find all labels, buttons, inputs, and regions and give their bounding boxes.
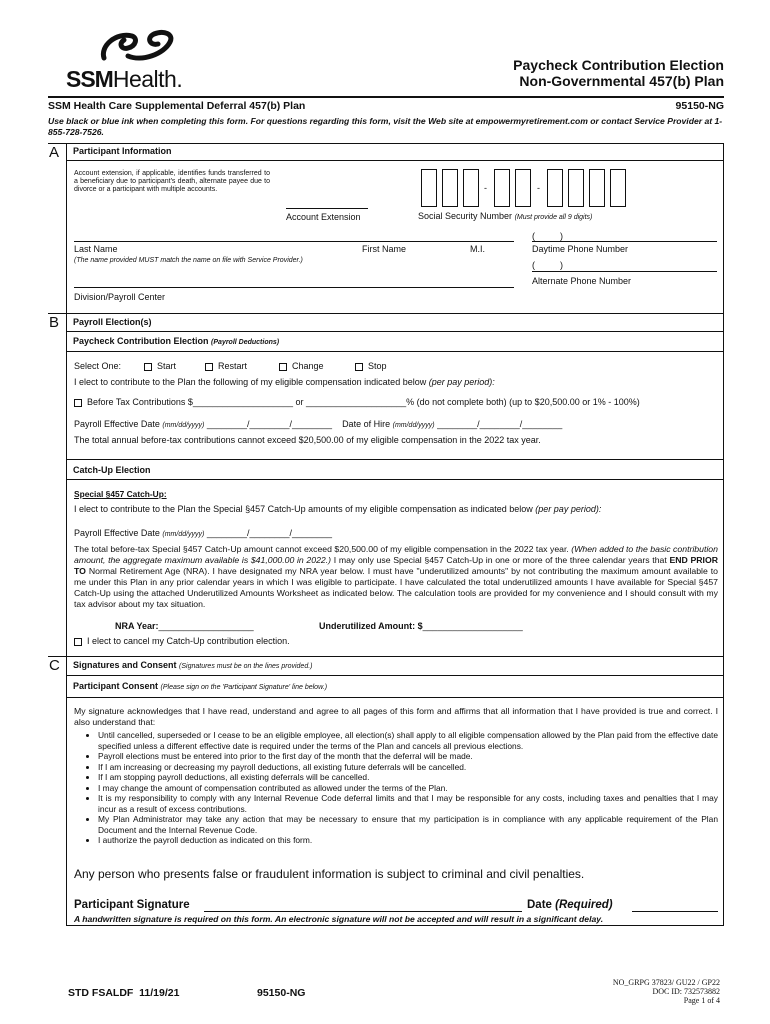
plan-number: 95150-NG <box>675 100 724 112</box>
alternate-phone-label: Alternate Phone Number <box>532 276 632 286</box>
section-b-top <box>48 313 724 314</box>
date-required-note: (Required) <box>555 899 613 911</box>
ssn-digit-4[interactable] <box>494 169 510 207</box>
payroll-effective-label: Payroll Effective Date <box>74 419 160 429</box>
consent-intro: My signature acknowledges that I have read, understand and agree to all pages of this form and affirms that all information that I have provided is true and correct. I also understand that: <box>74 706 718 727</box>
frame-left <box>66 143 67 925</box>
ssn-digit-5[interactable] <box>515 169 531 207</box>
catchup-title-rule <box>66 479 724 480</box>
ssn-dash-1: - <box>484 183 487 193</box>
date-of-hire-fmt: (mm/dd/yyyy) <box>392 422 435 429</box>
ssm-logo <box>66 28 216 94</box>
account-extension-note: Account extension, if applicable, identifies funds transferred to a beneficiary due to participant's death, alternate payee due to divorce or a participant with multiple accounts. <box>74 170 270 193</box>
list-item: • Until cancelled, superseded or I cease to be an eligible employee, all election(s) shall apply to all eligible compensation allowed by the Plan paid from the effective date specified unless a different effective date is required under the terms of the Plan and cancels all previous elections. <box>98 730 718 751</box>
before-tax-row[interactable] <box>74 397 640 408</box>
footer-form-id: STD FSALDF 11/19/21 <box>68 987 180 999</box>
ssn-digit-6[interactable] <box>547 169 563 207</box>
plan-name: SSM Health Care Supplemental Deferral 457(b) Plan <box>48 100 306 112</box>
option-stop[interactable] <box>355 361 387 372</box>
catchup-para-c: I may only use Special §457 Catch-Up in one or more of the three calendar years that <box>333 555 667 565</box>
section-c-letter: C <box>49 657 60 674</box>
paycheck-election-title <box>73 336 279 347</box>
nra-year-label: NRA Year: <box>115 621 159 631</box>
section-a-title-rule <box>66 160 724 161</box>
ssn-digit-8[interactable] <box>589 169 605 207</box>
frame-bottom <box>66 925 724 926</box>
payroll-effective-fmt: (mm/dd/yyyy) <box>162 422 205 429</box>
handwritten-note: A handwritten signature is required on this form. An electronic signature will not be accepted and will result in a significant delay. <box>74 914 604 924</box>
underutilized-label: Underutilized Amount: $ <box>319 621 423 631</box>
ssn-dash-2: - <box>537 183 540 193</box>
footer-ref-block <box>613 978 720 1005</box>
section-c-title-rule <box>66 675 724 676</box>
elect-text-note: (per pay period): <box>428 377 495 387</box>
paycheck-election-rule <box>66 351 724 352</box>
date-of-hire-blanks[interactable]: ________/________/________ <box>437 419 563 429</box>
annual-limit-text: The total annual before-tax contributions cannot exceed $20,500.00 of my eligible compensation in the 2022 tax year. <box>74 435 541 445</box>
ssn-digit-9[interactable] <box>610 169 626 207</box>
special-catchup-title: Special §457 Catch-Up: <box>74 489 167 499</box>
footer-ref-2: DOC ID: 732573882 <box>652 987 720 996</box>
mi-label: M.I. <box>470 244 485 254</box>
option-start[interactable] <box>144 361 176 372</box>
form-instructions: Use black or blue ink when completing this form. For questions regarding this form, visit the Web site at empowermyretirement.com or contact Service Provider at 1-855-728-7526. <box>48 116 723 137</box>
list-item: • I authorize the payroll deduction as indicated on this form. <box>98 835 718 846</box>
list-item: • If I am increasing or decreasing my payroll deductions, all existing future deferrals will be cancelled. <box>98 762 718 773</box>
option-change[interactable] <box>279 361 324 372</box>
catchup-para-d: END PRIOR TO <box>74 555 718 576</box>
select-one-label: Select One: <box>74 361 122 371</box>
underutilized-row <box>319 621 523 632</box>
list-item: • If I am stopping payroll deductions, all existing deferrals will be cancelled. <box>98 772 718 783</box>
special-catchup-text-main: I elect to contribute to the Plan the Special §457 Catch-Up amounts of my eligible compensation as indicated below <box>74 504 533 514</box>
restart-checkbox[interactable] <box>205 363 213 371</box>
list-item: • I may change the amount of compensation contributed as allowed under the terms of the Plan. <box>98 783 718 794</box>
option-change-label: Change <box>292 361 324 371</box>
ssn-label-text: Social Security Number <box>418 211 513 221</box>
underutilized-field[interactable]: ____________________ <box>422 621 523 631</box>
elect-text-main: I elect to contribute to the Plan the following of my eligible compensation indicated below <box>74 377 427 387</box>
special-catchup-note: (per pay period): <box>535 504 602 514</box>
before-tax-checkbox[interactable] <box>74 399 82 407</box>
date-of-hire-label: Date of Hire <box>342 419 391 429</box>
daytime-phone-label: Daytime Phone Number <box>532 244 629 254</box>
consent-bullets <box>86 730 718 846</box>
date-field[interactable] <box>632 911 718 912</box>
division-field[interactable] <box>74 287 514 288</box>
payroll-effective-blanks[interactable]: ________/________/________ <box>206 419 333 429</box>
stop-checkbox[interactable] <box>355 363 363 371</box>
paycheck-election-title-note: (Payroll Deductions) <box>211 339 280 346</box>
last-name-label: Last Name <box>74 244 118 254</box>
cancel-catchup-row[interactable] <box>74 636 290 647</box>
catchup-effective-label: Payroll Effective Date <box>74 528 160 538</box>
section-b-letter: B <box>49 314 60 331</box>
form-title-line2: Non-Governmental 457(b) Plan <box>519 73 724 89</box>
change-checkbox[interactable] <box>279 363 287 371</box>
alternate-phone-field[interactable] <box>532 271 717 272</box>
footer-page-number: Page 1 of 4 <box>683 996 720 1005</box>
special-catchup-text <box>74 504 601 515</box>
account-extension-field[interactable] <box>286 208 368 209</box>
date-required-text: Date <box>527 899 552 911</box>
catchup-para-e: Normal Retirement Age (NRA). I have designated my NRA year below. I must have "underutilized amounts" by not contributing the maximum amount available to me under this Plan in any prior calendar years in which I was eligible to participate. I have calculated the total underutilized amounts I have available for Special §457 Catch-Up using the attached Underutilized Amounts Worksheet as indicated below. The calculation tools are provided for my convenience and I should consult with my tax advisor about my tax situation. <box>74 566 718 609</box>
section-a-letter: A <box>49 144 60 161</box>
ssn-digit-2[interactable] <box>442 169 458 207</box>
footer-ref-1: NO_GRPG 37823/ GU22 / GP22 <box>612 978 720 987</box>
date-required-label <box>527 898 613 912</box>
footer-plan-number: 95150-NG <box>257 987 306 999</box>
before-tax-label: Before Tax Contributions $____________________ or ____________________% (do not complete both) (up to $20,500.00 or 1% - 100%) <box>87 397 640 407</box>
option-start-label: Start <box>157 361 177 371</box>
catchup-paragraph <box>74 544 718 610</box>
section-b-title: Payroll Election(s) <box>73 317 152 327</box>
daytime-phone-paren: ( ) <box>532 231 563 241</box>
option-stop-label: Stop <box>368 361 387 371</box>
division-label: Division/Payroll Center <box>74 292 166 302</box>
option-restart-label: Restart <box>218 361 248 371</box>
nra-year-field[interactable]: ___________________ <box>158 621 254 631</box>
section-a-top <box>48 143 724 144</box>
option-restart[interactable] <box>205 361 247 372</box>
section-c-title <box>73 660 313 671</box>
consent-title-rule <box>66 697 724 698</box>
paycheck-election-title-text: Paycheck Contribution Election <box>73 336 209 346</box>
brand-bold: SSM <box>66 66 113 92</box>
cancel-catchup-checkbox[interactable] <box>74 638 82 646</box>
catchup-para-a: The total before-tax Special §457 Catch-Up amount cannot exceed $20,500.00 of my eligible compensation in the 2022 tax year. <box>74 544 569 554</box>
ssn-digit-3[interactable] <box>463 169 479 207</box>
signature-field[interactable] <box>204 911 522 912</box>
ssn-digit-1[interactable] <box>421 169 437 207</box>
elect-text <box>74 377 495 388</box>
section-a-title: Participant Information <box>73 146 172 156</box>
payroll-effective-row <box>74 419 562 430</box>
start-checkbox[interactable] <box>144 363 152 371</box>
section-c-title-text: Signatures and Consent <box>73 660 177 670</box>
catchup-para-b: (When added to the basic contribution amount, the aggregate maximum available is $41,000.00 in 2022.) <box>74 544 718 565</box>
signature-label: Participant Signature <box>74 899 190 911</box>
catchup-effective-fmt: (mm/dd/yyyy) <box>162 531 205 538</box>
section-c-title-note: (Signatures must be on the lines provided.) <box>179 663 313 670</box>
account-extension-label: Account Extension <box>286 212 361 222</box>
cancel-catchup-label: I elect to cancel my Catch-Up contribution election. <box>87 636 290 646</box>
name-field[interactable] <box>74 241 514 242</box>
logo-swirl-icon <box>98 28 178 64</box>
ssn-label <box>418 211 592 222</box>
catchup-title: Catch-Up Election <box>73 465 151 475</box>
brand-light: Health. <box>112 66 183 92</box>
catchup-effective-blanks[interactable]: ________/________/________ <box>206 528 333 538</box>
list-item: • Payroll elections must be entered into prior to the first day of the month that the deferral will be made. <box>98 751 718 762</box>
penalty-text: Any person who presents false or fraudulent information is subject to criminal and civil penalties. <box>74 867 585 881</box>
nra-year-row <box>115 621 254 632</box>
catchup-effective-row <box>74 528 332 539</box>
form-title-line1: Paycheck Contribution Election <box>513 57 724 73</box>
list-item: • My Plan Administrator may take any action that may be necessary to ensure that my participation is in compliance with any applicable requirement of the Plan Document and the Internal Revenue Code. <box>98 814 718 835</box>
catchup-top-rule <box>66 459 724 460</box>
consent-title-note: (Please sign on the 'Participant Signature' line below.) <box>160 684 328 691</box>
list-item: • It is my responsibility to comply with any Internal Revenue Code deferral limits and that I may be responsible for any costs, including taxes and penalties that I may incur as a result of excess contributions. <box>98 793 718 814</box>
alternate-phone-paren: ( ) <box>532 260 563 270</box>
ssn-label-note: (Must provide all 9 digits) <box>514 214 593 221</box>
name-note: (The name provided MUST match the name on file with Service Provider.) <box>74 257 303 264</box>
frame-right <box>723 143 724 925</box>
consent-title <box>73 681 327 692</box>
section-c-top <box>48 656 724 657</box>
daytime-phone-field[interactable] <box>532 241 717 242</box>
first-name-label: First Name <box>362 244 407 254</box>
header-rule <box>48 96 724 98</box>
section-b-title-rule <box>66 331 724 332</box>
consent-title-text: Participant Consent <box>73 681 159 691</box>
ssn-digit-7[interactable] <box>568 169 584 207</box>
